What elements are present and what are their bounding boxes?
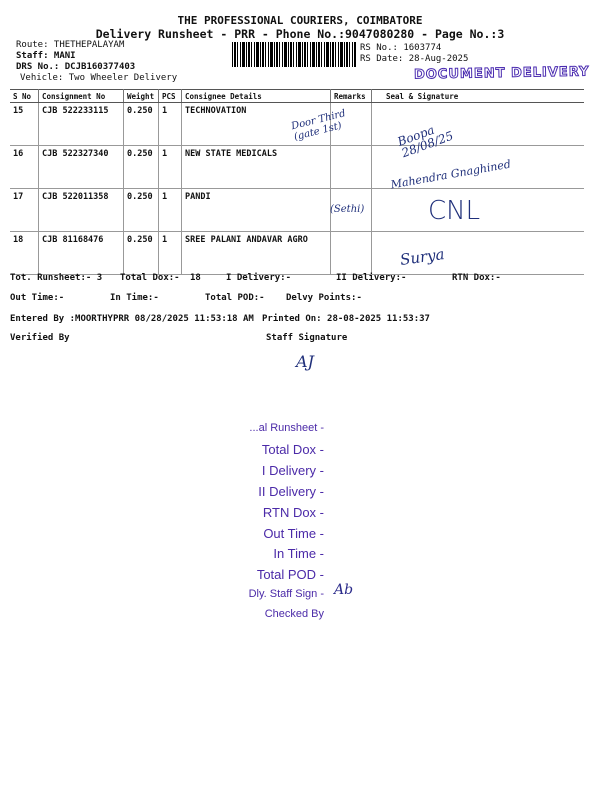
cell-weight: 0.250 [124, 146, 159, 189]
signature-handwritten: Mahendra Gnaghined [389, 157, 512, 192]
staff-signature-mark: AJ [296, 352, 314, 371]
entered-by: Entered By :MOORTHYPRR 08/28/2025 11:53:18 AM [10, 314, 254, 324]
col-consignee: Consignee Details [182, 90, 331, 103]
stamp-line: Out Time - [263, 526, 324, 541]
stamp-line: Total Dox - [261, 442, 324, 457]
verified-by: Verified By [10, 333, 70, 343]
cell-consignment: CJB 81168476 [39, 232, 124, 275]
cell-pcs: 1 [159, 232, 182, 275]
out-time-label: Out Time:- [10, 293, 65, 303]
col-sno: S No [10, 90, 39, 103]
stamp-line: II Delivery - [258, 484, 324, 499]
signature-handwritten: CNL [428, 196, 481, 226]
table-row [10, 189, 584, 232]
stamp-line: I Delivery - [261, 463, 324, 478]
cell-sno: 15 [10, 103, 39, 146]
total-dox-value: 18 [190, 273, 201, 283]
cell-pcs: 1 [159, 189, 182, 232]
cell-consignment: CJB 522233115 [39, 103, 124, 146]
stamp-sign-mark: Ab [334, 582, 354, 598]
stamp-line: ...al Runsheet - [249, 422, 324, 434]
rs-date: RS Date: 28-Aug-2025 [360, 54, 469, 64]
drs-label: DRS No.: DCJB160377403 [16, 62, 136, 72]
printed-on: Printed On: 28-08-2025 11:53:37 [262, 314, 430, 324]
table-row [10, 232, 584, 275]
cell-pcs: 1 [159, 146, 182, 189]
cell-consignment: CJB 522011358 [39, 189, 124, 232]
cell-consignee: TECHNOVATION [182, 103, 331, 146]
cell-consignee: SREE PALANI ANDAVAR AGRO [182, 232, 331, 275]
cell-weight: 0.250 [124, 189, 159, 232]
col-pcs: PCS [159, 90, 182, 103]
cell-consignment: CJB 522327340 [39, 146, 124, 189]
col-weight: Weight [124, 90, 159, 103]
vehicle-label: Vehicle: Two Wheeler Delivery [20, 73, 178, 83]
cell-consignee: PANDI [182, 189, 331, 232]
table-header-row [10, 90, 584, 103]
delvy-points-label: Delvy Points:- [286, 293, 362, 303]
cell-weight: 0.250 [124, 232, 159, 275]
runsheet-table [10, 89, 584, 275]
stamp-line: Dly. Staff Sign - [248, 588, 324, 600]
stamp-line: In Time - [273, 546, 324, 561]
runsheet-subtitle: Delivery Runsheet - PRR - Phone No.:9047080280 - Page No.:3 [95, 27, 505, 41]
stamp-line: RTN Dox - [262, 505, 324, 520]
total-pod-label: Total POD:- [205, 293, 265, 303]
cell-consignee: NEW STATE MEDICALS [182, 146, 331, 189]
remark-handwritten: Door Third (gate 1st) [290, 108, 347, 143]
in-time-label: In Time:- [110, 293, 159, 303]
document-delivery-stamp: DOCUMENT DELIVERY [413, 64, 590, 83]
total-dox-label: Total Dox:- [120, 273, 180, 283]
cell-pcs: 1 [159, 103, 182, 146]
cell-sno: 16 [10, 146, 39, 189]
route-label: Route: THETHEPALAYAM [16, 40, 125, 50]
rtn-dox-label: RTN Dox:- [452, 273, 501, 283]
ii-delivery-label: II Delivery:- [336, 273, 407, 283]
staff-label: Staff: MANI [16, 51, 76, 61]
col-seal-signature: Seal & Signature [372, 90, 585, 103]
cell-sno: 18 [10, 232, 39, 275]
stamp-line: Total POD - [256, 567, 324, 582]
rs-number: RS No.: 1603774 [360, 43, 442, 53]
col-remarks: Remarks [331, 90, 372, 103]
cell-sno: 17 [10, 189, 39, 232]
cell-weight: 0.250 [124, 103, 159, 146]
remark-handwritten: (Sethi) [330, 204, 365, 215]
signature-handwritten: Surya [398, 244, 446, 270]
signature-handwritten: Boopa 28/08/25 [395, 122, 456, 161]
barcode [232, 42, 356, 67]
staff-signature-label: Staff Signature [266, 333, 348, 343]
col-consignment: Consignment No [39, 90, 124, 103]
company-title: THE PROFESSIONAL COURIERS, COIMBATORE [177, 14, 423, 27]
stamp-line: Checked By [264, 608, 324, 620]
i-delivery-label: I Delivery:- [226, 273, 292, 283]
total-runsheet: Tot. Runsheet:- 3 [10, 273, 103, 283]
